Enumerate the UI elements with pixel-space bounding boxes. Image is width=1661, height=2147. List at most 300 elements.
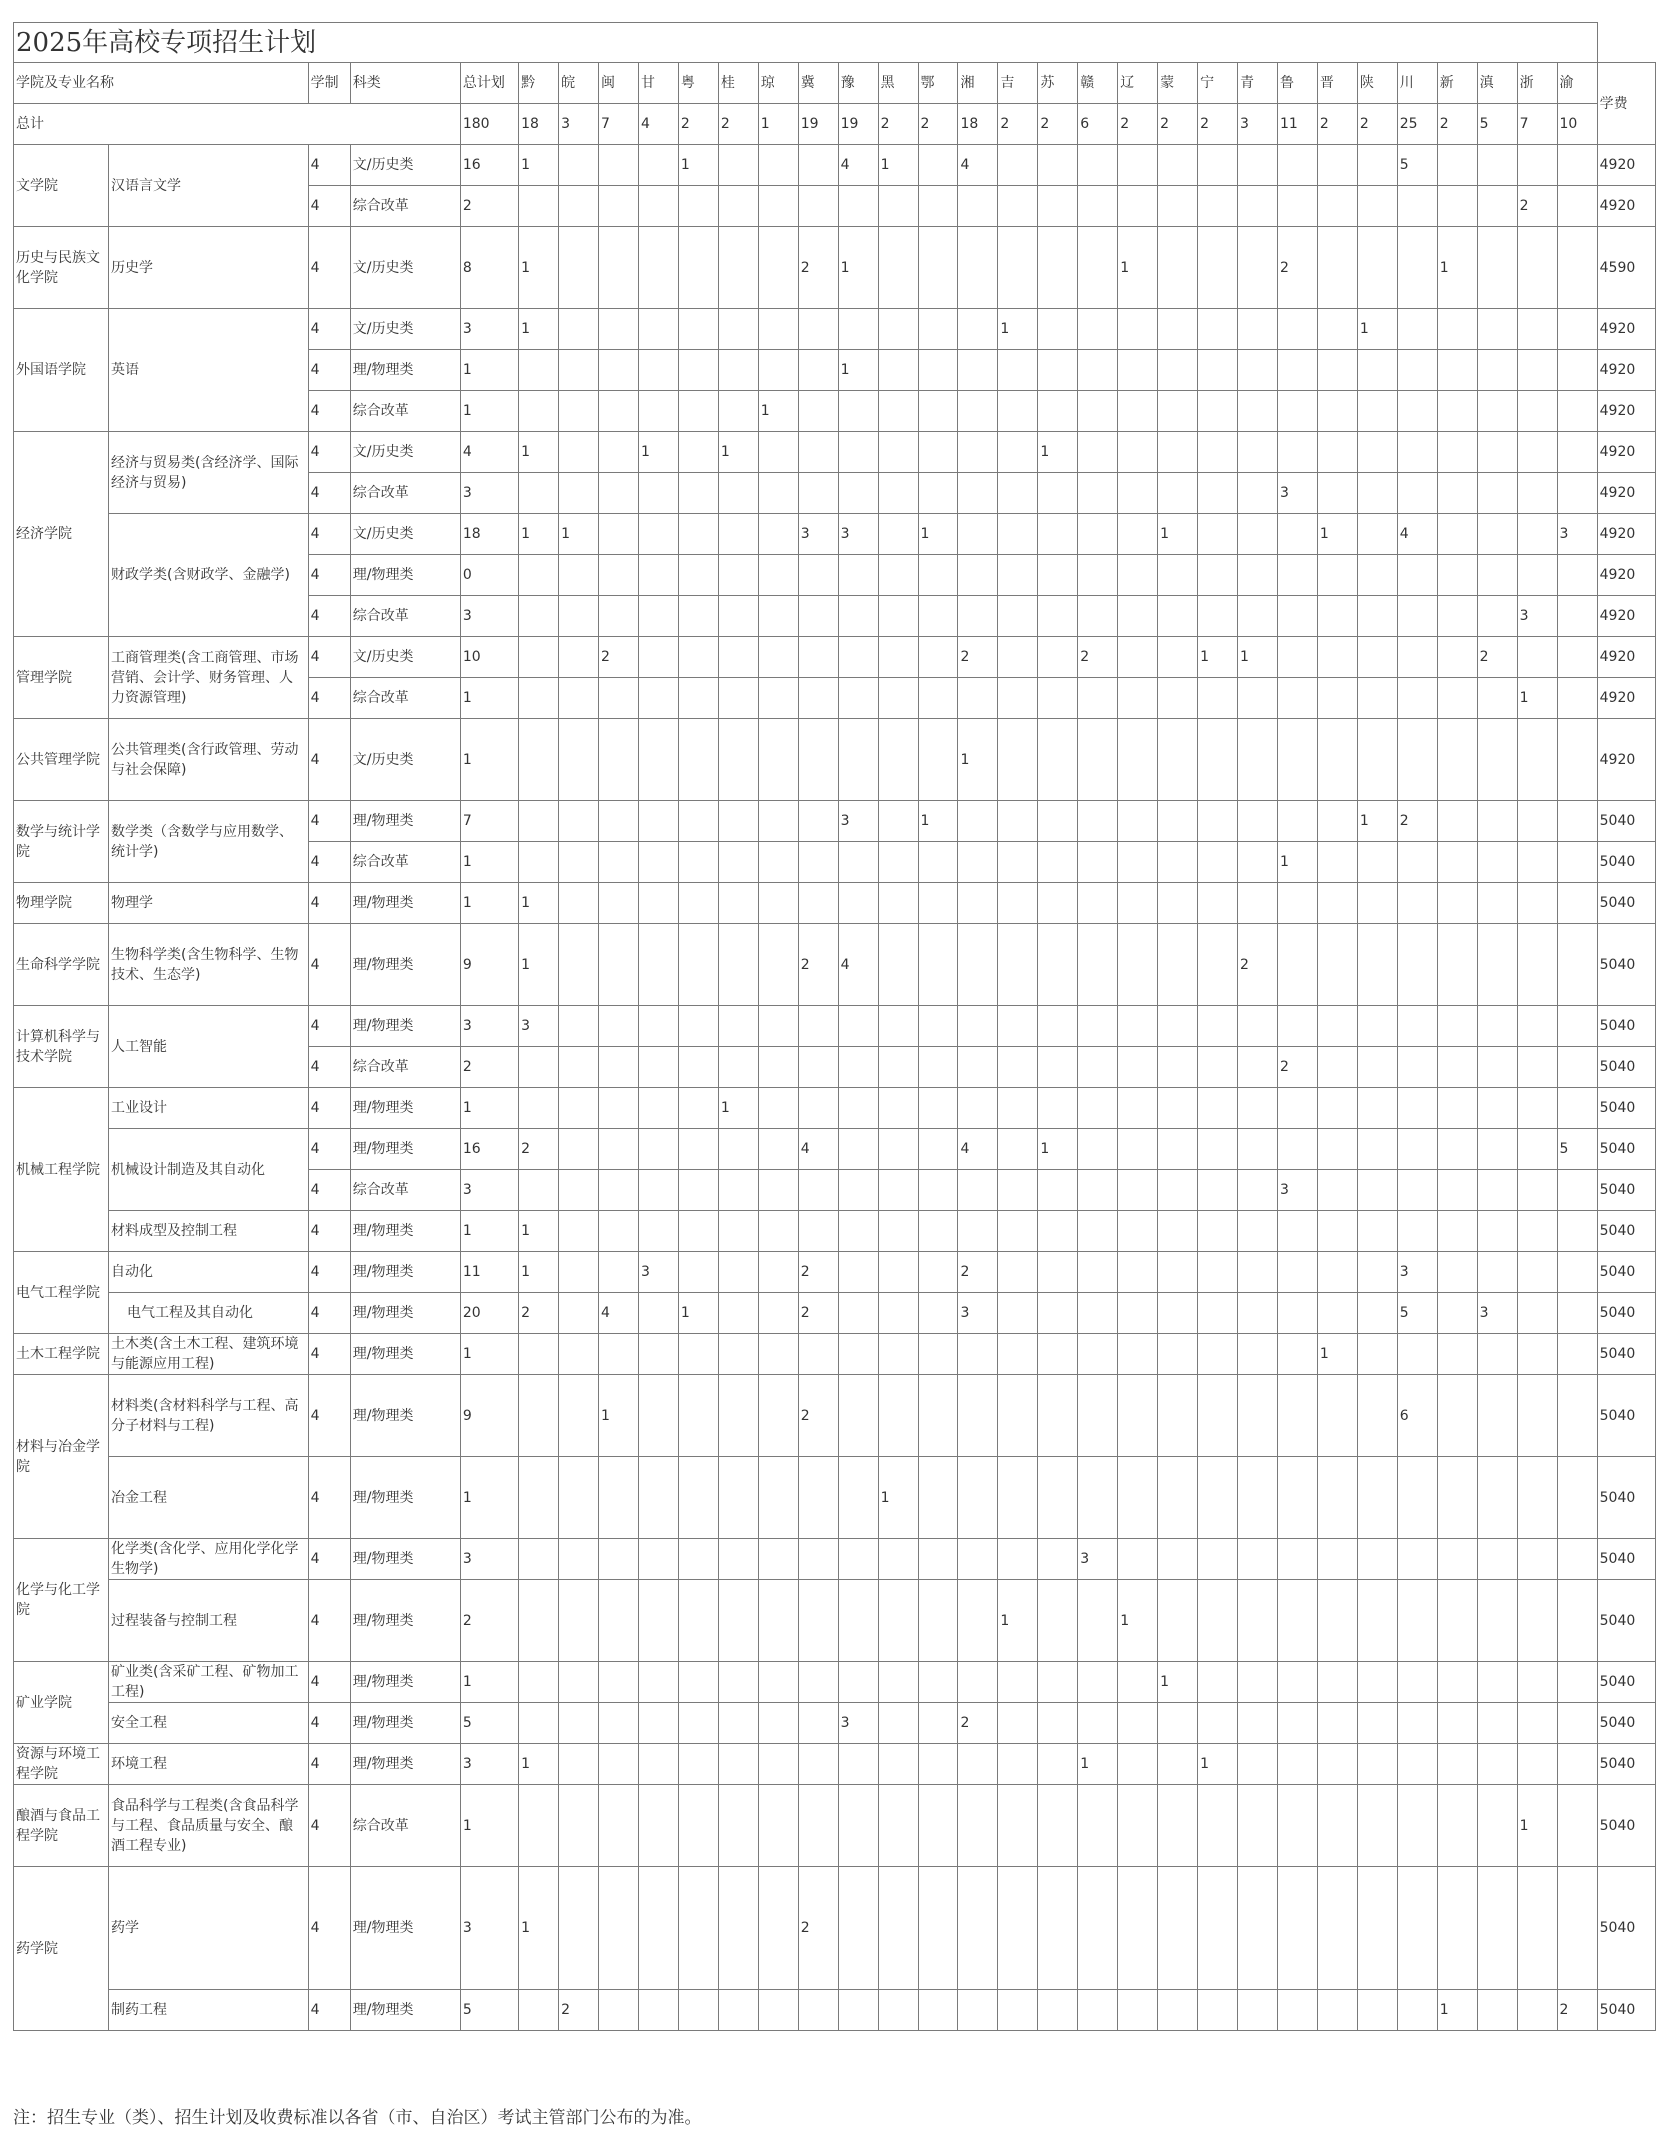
province-count-cell [1277, 1539, 1317, 1580]
province-count-cell: 4 [1397, 514, 1437, 555]
total-cell: 1 [460, 719, 518, 801]
province-count-cell: 1 [1517, 678, 1557, 719]
province-count-cell [1397, 1990, 1437, 2031]
province-count-cell [1317, 1211, 1357, 1252]
province-count-cell [1078, 1293, 1118, 1334]
province-count-cell [1557, 678, 1597, 719]
province-count-cell [638, 842, 678, 883]
province-count-cell: 1 [519, 1252, 559, 1293]
province-count-cell [559, 801, 599, 842]
province-count-cell [1517, 1744, 1557, 1785]
college-name: 药学院 [14, 1867, 109, 2031]
province-count-cell [599, 473, 639, 514]
subject-cell: 理/物理类 [350, 350, 460, 391]
province-count-cell [798, 145, 838, 186]
province-count-cell [1357, 883, 1397, 924]
province-count-cell [1158, 1867, 1198, 1990]
province-count-cell [998, 842, 1038, 883]
subject-cell: 理/物理类 [350, 1703, 460, 1744]
province-count-cell [998, 1867, 1038, 1990]
province-count-cell [678, 555, 718, 596]
province-count-cell [1437, 1662, 1477, 1703]
plan-row [14, 719, 1656, 801]
province-count-cell [1557, 596, 1597, 637]
province-count-cell [1517, 555, 1557, 596]
province-count-cell [638, 514, 678, 555]
province-count-cell [1517, 1211, 1557, 1252]
province-count-cell [638, 1785, 678, 1867]
province-count-cell [718, 1129, 758, 1170]
province-count-cell [758, 1047, 798, 1088]
province-count-cell [1277, 1457, 1317, 1539]
province-count-cell [838, 1539, 878, 1580]
province-count-cell [519, 555, 559, 596]
province-count-cell [1198, 1703, 1238, 1744]
province-count-cell [998, 1334, 1038, 1375]
province-count-cell [559, 1375, 599, 1457]
years-cell: 4 [308, 514, 350, 555]
province-count-cell [638, 555, 678, 596]
province-count-cell [718, 1334, 758, 1375]
province-count-cell [1038, 1662, 1078, 1703]
province-count-cell [1158, 1744, 1198, 1785]
province-count-cell: 1 [1277, 842, 1317, 883]
province-count-cell [1238, 596, 1278, 637]
province-count-cell [998, 596, 1038, 637]
province-count-cell [599, 1211, 639, 1252]
province-count-cell [1038, 1703, 1078, 1744]
province-count-cell: 3 [838, 801, 878, 842]
province-count-cell [878, 1703, 918, 1744]
province-count-cell [1317, 678, 1357, 719]
province-count-cell [758, 1744, 798, 1785]
province-count-cell [1118, 1129, 1158, 1170]
enrollment-plan-sheet [13, 22, 1656, 2059]
major-name: 数学类（含数学与应用数学、统计学) [108, 801, 308, 883]
subject-cell: 综合改革 [350, 1170, 460, 1211]
province-count-cell: 1 [638, 432, 678, 473]
province-count-cell [1477, 1047, 1517, 1088]
province-count-cell [1397, 1047, 1437, 1088]
province-count-cell [1038, 1170, 1078, 1211]
province-count-cell: 3 [1557, 514, 1597, 555]
plan-row [14, 1129, 1656, 1170]
province-count-cell [1397, 1129, 1437, 1170]
province-count-cell [1437, 1293, 1477, 1334]
province-count-cell [1277, 186, 1317, 227]
province-count-cell [998, 186, 1038, 227]
province-count-cell [1397, 473, 1437, 514]
province-count-cell [1118, 1088, 1158, 1129]
province-count-cell [1437, 1129, 1477, 1170]
province-count-cell [1277, 1990, 1317, 2031]
years-cell: 4 [308, 1539, 350, 1580]
total-cell: 3 [460, 1744, 518, 1785]
total-province-count: 7 [599, 104, 639, 145]
province-count-cell [1238, 1006, 1278, 1047]
plan-row [14, 1088, 1656, 1129]
province-count-cell [1477, 555, 1517, 596]
province-count-cell [599, 1785, 639, 1867]
province-count-cell: 1 [599, 1375, 639, 1457]
province-count-cell [1198, 514, 1238, 555]
province-count-cell [878, 1662, 918, 1703]
province-count-cell [1238, 391, 1278, 432]
province-count-cell [958, 555, 998, 596]
fee-cell: 5040 [1597, 1703, 1655, 1744]
province-count-cell [878, 924, 918, 1006]
province-count-cell [1118, 678, 1158, 719]
fee-cell: 5040 [1597, 1170, 1655, 1211]
province-count-cell [1397, 1211, 1437, 1252]
province-count-cell [1078, 1990, 1118, 2031]
province-count-cell [678, 842, 718, 883]
subject-cell: 理/物理类 [350, 1457, 460, 1539]
province-count-cell [1437, 1867, 1477, 1990]
province-count-cell [678, 309, 718, 350]
province-count-cell [1078, 801, 1118, 842]
province-header: 苏 [1038, 63, 1078, 104]
college-name: 外国语学院 [14, 309, 109, 432]
province-count-cell [1118, 883, 1158, 924]
province-count-cell [1517, 1129, 1557, 1170]
province-count-cell [1557, 1211, 1597, 1252]
province-count-cell [1437, 1334, 1477, 1375]
province-count-cell [1557, 1252, 1597, 1293]
province-count-cell [798, 1990, 838, 2031]
province-count-cell [1118, 1375, 1158, 1457]
province-count-cell [1517, 145, 1557, 186]
province-count-cell [1277, 1334, 1317, 1375]
province-count-cell [878, 473, 918, 514]
province-count-cell [918, 883, 958, 924]
province-count-cell [599, 1129, 639, 1170]
province-count-cell [1517, 1334, 1557, 1375]
province-count-cell [798, 678, 838, 719]
province-count-cell [1317, 801, 1357, 842]
province-count-cell [1078, 1170, 1118, 1211]
total-cell: 2 [460, 1047, 518, 1088]
province-count-cell [1238, 1129, 1278, 1170]
province-count-cell [918, 1539, 958, 1580]
total-cell: 5 [460, 1703, 518, 1744]
province-count-cell [1317, 1785, 1357, 1867]
province-count-cell [1557, 1539, 1597, 1580]
province-count-cell [1517, 1457, 1557, 1539]
province-count-cell [1437, 1375, 1477, 1457]
province-count-cell [678, 186, 718, 227]
province-count-cell [838, 1580, 878, 1662]
province-count-cell [1477, 1785, 1517, 1867]
plan-row [14, 1990, 1656, 2031]
province-count-cell [878, 1785, 918, 1867]
province-count-cell [678, 924, 718, 1006]
province-count-cell [678, 350, 718, 391]
province-count-cell: 1 [1357, 801, 1397, 842]
province-count-cell [1557, 1457, 1597, 1539]
province-count-cell [1038, 1375, 1078, 1457]
province-count-cell [599, 719, 639, 801]
total-province-count: 2 [878, 104, 918, 145]
province-count-cell [918, 1662, 958, 1703]
province-count-cell [918, 473, 958, 514]
province-count-cell [758, 473, 798, 514]
province-count-cell [1277, 883, 1317, 924]
province-count-cell [1357, 1457, 1397, 1539]
province-count-cell [1078, 1252, 1118, 1293]
province-count-cell: 4 [599, 1293, 639, 1334]
province-count-cell [1357, 1252, 1397, 1293]
province-count-cell [559, 1785, 599, 1867]
province-count-cell [838, 432, 878, 473]
province-count-cell [998, 1293, 1038, 1334]
total-cell: 7 [460, 801, 518, 842]
province-count-cell [1477, 1662, 1517, 1703]
province-count-cell [1158, 473, 1198, 514]
province-count-cell [559, 883, 599, 924]
province-count-cell [1397, 391, 1437, 432]
province-count-cell [599, 1990, 639, 2031]
total-cell: 16 [460, 1129, 518, 1170]
province-count-cell [1317, 145, 1357, 186]
province-count-cell [758, 637, 798, 678]
province-count-cell: 2 [1477, 637, 1517, 678]
province-count-cell [918, 719, 958, 801]
province-count-cell [1198, 309, 1238, 350]
province-count-cell [958, 1170, 998, 1211]
province-count-cell [958, 1088, 998, 1129]
province-count-cell [1357, 637, 1397, 678]
province-count-cell [519, 1170, 559, 1211]
province-count-cell [1118, 1539, 1158, 1580]
total-cell: 3 [460, 1867, 518, 1990]
years-cell: 4 [308, 1088, 350, 1129]
province-count-cell [1357, 1334, 1397, 1375]
subject-cell: 理/物理类 [350, 1375, 460, 1457]
province-count-cell [1078, 1375, 1118, 1457]
province-count-cell: 1 [1118, 227, 1158, 309]
province-count-cell [1517, 924, 1557, 1006]
province-count-cell [1038, 186, 1078, 227]
province-count-cell [1317, 1170, 1357, 1211]
years-cell: 4 [308, 432, 350, 473]
province-count-cell [1437, 145, 1477, 186]
province-count-cell [958, 514, 998, 555]
province-count-cell [1397, 186, 1437, 227]
province-count-cell [599, 678, 639, 719]
province-count-cell [1517, 1252, 1557, 1293]
province-count-cell: 3 [1277, 473, 1317, 514]
province-count-cell [638, 801, 678, 842]
province-count-cell [998, 1457, 1038, 1539]
province-count-cell [758, 145, 798, 186]
major-name: 安全工程 [108, 1703, 308, 1744]
years-cell: 4 [308, 1580, 350, 1662]
years-cell: 4 [308, 1785, 350, 1867]
province-count-cell [1158, 678, 1198, 719]
province-header: 冀 [798, 63, 838, 104]
province-count-cell [1038, 1088, 1078, 1129]
province-count-cell [958, 924, 998, 1006]
province-count-cell [678, 637, 718, 678]
province-count-cell [1038, 1785, 1078, 1867]
province-count-cell [918, 1129, 958, 1170]
province-count-cell [519, 637, 559, 678]
province-count-cell [1038, 924, 1078, 1006]
province-count-cell [878, 555, 918, 596]
plan-row [14, 1703, 1656, 1744]
province-count-cell: 2 [798, 1375, 838, 1457]
province-count-cell [1238, 1457, 1278, 1539]
years-cell: 4 [308, 1129, 350, 1170]
province-count-cell [838, 883, 878, 924]
province-count-cell [1158, 883, 1198, 924]
years-cell: 4 [308, 1744, 350, 1785]
province-count-cell [798, 637, 838, 678]
province-count-cell [1357, 924, 1397, 1006]
header-years: 学制 [308, 63, 350, 104]
province-count-cell [1277, 1006, 1317, 1047]
province-count-cell [638, 1047, 678, 1088]
province-count-cell [1277, 924, 1317, 1006]
province-count-cell [1317, 227, 1357, 309]
province-count-cell [638, 1539, 678, 1580]
fee-cell: 5040 [1597, 842, 1655, 883]
years-cell: 4 [308, 1047, 350, 1088]
province-count-cell [1118, 1703, 1158, 1744]
fee-cell: 5040 [1597, 883, 1655, 924]
province-count-cell [878, 1990, 918, 2031]
province-count-cell [1317, 555, 1357, 596]
province-count-cell [1118, 555, 1158, 596]
province-count-cell [1198, 1170, 1238, 1211]
province-header: 新 [1437, 63, 1477, 104]
province-count-cell [1238, 1088, 1278, 1129]
province-count-cell [1038, 637, 1078, 678]
years-cell: 4 [308, 1252, 350, 1293]
province-count-cell [1317, 1580, 1357, 1662]
province-count-cell [1557, 1867, 1597, 1990]
province-count-cell [1397, 719, 1437, 801]
province-count-cell [1517, 1088, 1557, 1129]
province-count-cell [1078, 227, 1118, 309]
province-count-cell [1437, 1088, 1477, 1129]
total-cell: 1 [460, 1334, 518, 1375]
province-count-cell [918, 637, 958, 678]
province-count-cell [918, 1744, 958, 1785]
province-count-cell [1158, 1580, 1198, 1662]
province-count-cell [718, 1006, 758, 1047]
province-count-cell [798, 1047, 838, 1088]
total-province-count: 2 [678, 104, 718, 145]
province-count-cell [1397, 1457, 1437, 1539]
province-count-cell [958, 227, 998, 309]
province-count-cell: 2 [519, 1129, 559, 1170]
province-count-cell: 3 [1517, 596, 1557, 637]
province-count-cell [878, 637, 918, 678]
province-count-cell [1078, 514, 1118, 555]
province-count-cell: 1 [718, 1088, 758, 1129]
years-cell: 4 [308, 883, 350, 924]
total-province-count: 2 [718, 104, 758, 145]
province-count-cell [1198, 1867, 1238, 1990]
province-count-cell [1277, 1252, 1317, 1293]
province-count-cell [1158, 1211, 1198, 1252]
province-count-cell [1118, 719, 1158, 801]
province-count-cell [1118, 1990, 1158, 2031]
province-count-cell [1477, 1867, 1517, 1990]
province-count-cell [1158, 801, 1198, 842]
province-count-cell [1238, 186, 1278, 227]
province-count-cell [519, 1088, 559, 1129]
province-count-cell [599, 1088, 639, 1129]
plan-row [14, 1539, 1656, 1580]
province-count-cell [1038, 145, 1078, 186]
province-count-cell [1437, 1457, 1477, 1539]
province-count-cell [559, 678, 599, 719]
province-count-cell [1118, 350, 1158, 391]
province-count-cell [1038, 719, 1078, 801]
province-count-cell [998, 514, 1038, 555]
fee-cell: 4920 [1597, 596, 1655, 637]
province-count-cell [1317, 1006, 1357, 1047]
total-cell: 20 [460, 1293, 518, 1334]
province-count-cell [678, 1867, 718, 1990]
province-count-cell [1118, 1211, 1158, 1252]
province-count-cell [1397, 432, 1437, 473]
province-count-cell [1118, 1457, 1158, 1539]
province-count-cell [1437, 473, 1477, 514]
province-count-cell [918, 1785, 958, 1867]
province-count-cell [1477, 227, 1517, 309]
subject-cell: 综合改革 [350, 1785, 460, 1867]
plan-row [14, 1744, 1656, 1785]
province-count-cell [838, 309, 878, 350]
province-count-cell [718, 391, 758, 432]
province-count-cell [1277, 391, 1317, 432]
province-count-cell [758, 432, 798, 473]
province-count-cell [678, 1785, 718, 1867]
sheet-title: 2025年高校专项招生计划 [14, 23, 1598, 63]
province-count-cell [998, 924, 1038, 1006]
province-count-cell [1557, 924, 1597, 1006]
province-count-cell [1437, 1170, 1477, 1211]
province-count-cell [838, 637, 878, 678]
fee-cell: 5040 [1597, 1580, 1655, 1662]
subject-cell: 理/物理类 [350, 801, 460, 842]
province-count-cell [678, 596, 718, 637]
province-count-cell [878, 1580, 918, 1662]
total-cell: 3 [460, 309, 518, 350]
province-count-cell [998, 391, 1038, 432]
province-count-cell [1158, 432, 1198, 473]
fee-cell: 5040 [1597, 1539, 1655, 1580]
subject-cell: 理/物理类 [350, 924, 460, 1006]
province-count-cell [638, 309, 678, 350]
province-count-cell [1038, 1211, 1078, 1252]
province-count-cell [998, 432, 1038, 473]
subject-cell: 理/物理类 [350, 1129, 460, 1170]
province-count-cell [718, 883, 758, 924]
province-count-cell [758, 883, 798, 924]
province-count-cell [1557, 719, 1597, 801]
province-count-cell [878, 1293, 918, 1334]
province-count-cell [1437, 1744, 1477, 1785]
province-count-cell [718, 801, 758, 842]
province-count-cell [638, 1990, 678, 2031]
total-province-count: 2 [1437, 104, 1477, 145]
years-cell: 4 [308, 1170, 350, 1211]
